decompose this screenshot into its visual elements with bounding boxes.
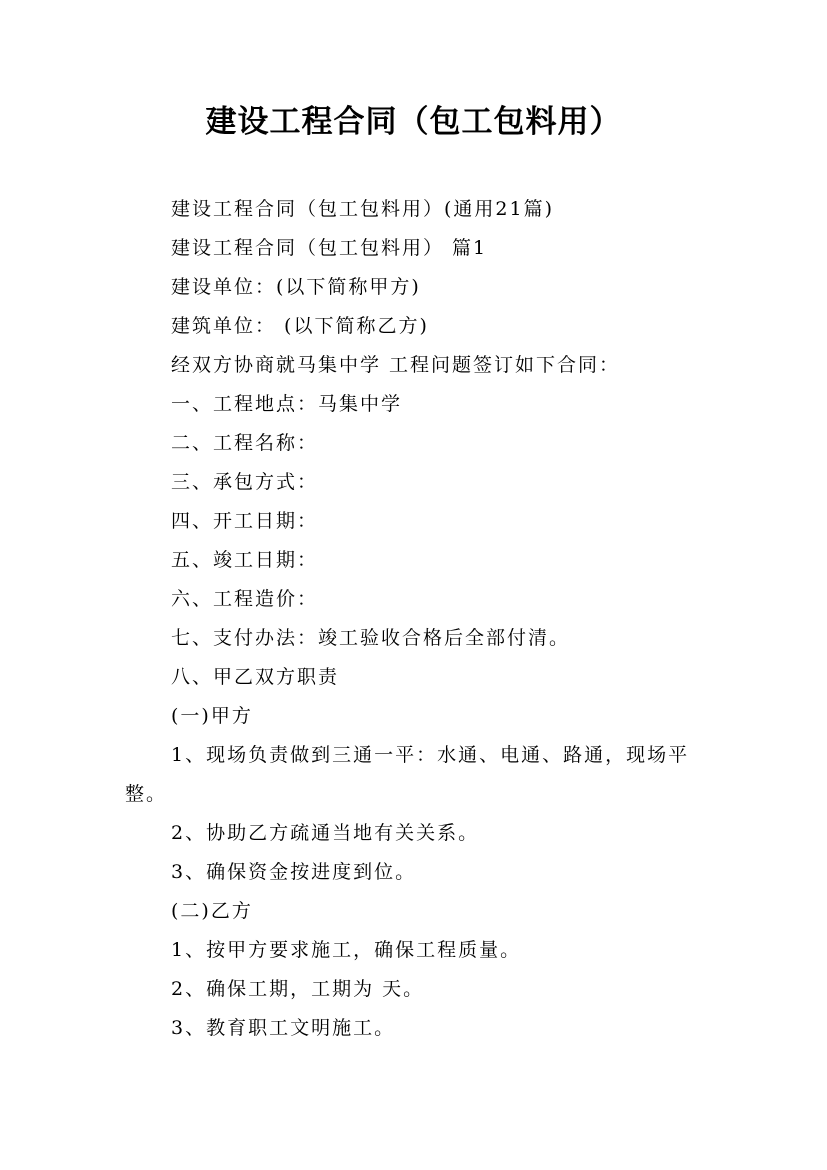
paragraph-line: 一、工程地点：马集中学 — [171, 393, 403, 415]
paragraph-line: 建筑单位： (以下简称乙方) — [171, 315, 429, 337]
paragraph-line: 2、确保工期，工期为 天。 — [171, 978, 425, 1000]
paragraph-line: 1、按甲方要求施工，确保工程质量。 — [171, 939, 522, 961]
paragraph-line: 八、甲乙双方职责 — [171, 666, 340, 688]
paragraph-line: 经双方协商就马集中学 工程问题签订如下合同： — [171, 354, 621, 376]
paragraph-line: 3、确保资金按进度到位。 — [171, 861, 417, 883]
paragraph-line: 四、开工日期： — [171, 510, 319, 532]
document-body — [125, 190, 710, 1048]
paragraph-line: 七、支付办法：竣工验收合格后全部付清。 — [171, 627, 571, 649]
paragraph-line: 三、承包方式： — [171, 471, 319, 493]
paragraph-line: 六、工程造价： — [171, 588, 319, 610]
paragraph-line: (一)甲方 — [171, 705, 253, 727]
paragraph-line: 3、教育职工文明施工。 — [171, 1017, 396, 1039]
paragraph-line: 建设工程合同（包工包料用）(通用21篇) — [171, 198, 555, 220]
paragraph-line: 二、工程名称： — [171, 432, 319, 454]
paragraph-line: 建设工程合同（包工包料用） 篇1 — [171, 237, 488, 259]
paragraph-line: 建设单位：(以下简称甲方) — [171, 276, 421, 298]
paragraph-line: 1、现场负责做到三通一平：水通、电通、路通，现场平整。 — [125, 744, 690, 805]
paragraph-line: (二)乙方 — [171, 900, 253, 922]
paragraph-line: 2、协助乙方疏通当地有关关系。 — [171, 822, 480, 844]
document-title: 建设工程合同（包工包料用） — [205, 104, 622, 140]
paragraph-line: 五、竣工日期： — [171, 549, 319, 571]
